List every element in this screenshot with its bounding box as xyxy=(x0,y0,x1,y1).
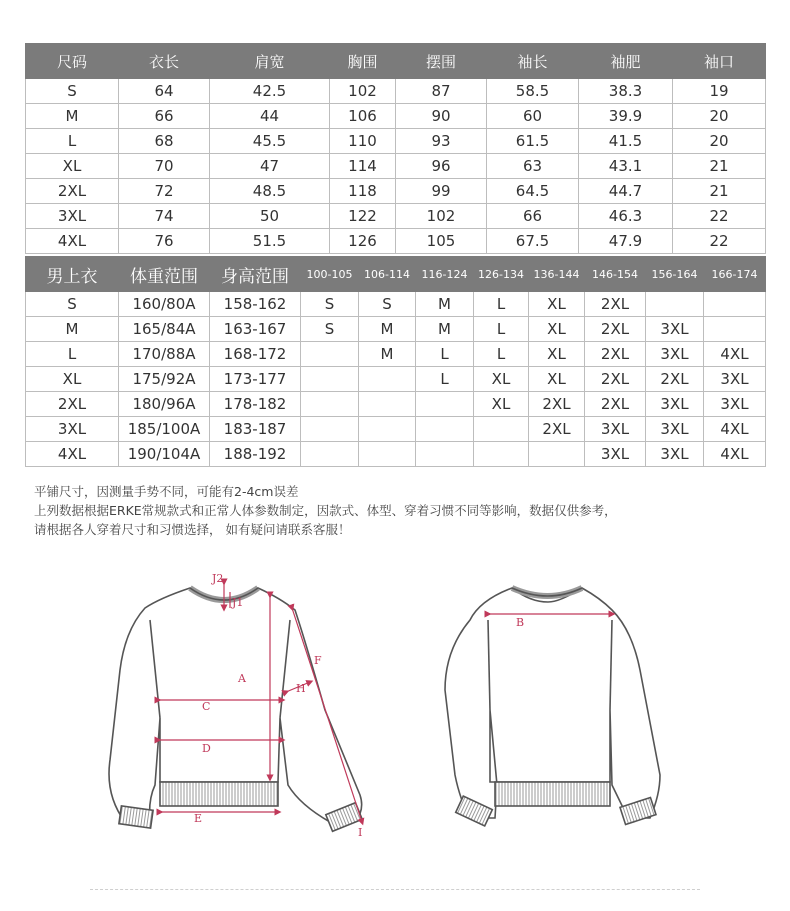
table-cell: 188-192 xyxy=(210,442,301,467)
table-cell: 175/92A xyxy=(119,367,210,392)
table-cell: 2XL xyxy=(646,367,704,392)
table-cell: L xyxy=(26,129,119,154)
label-c: C xyxy=(202,700,211,713)
size-row xyxy=(26,204,766,229)
table-cell: 66 xyxy=(487,204,579,229)
size-chart-table xyxy=(25,43,766,254)
fit-row xyxy=(26,417,766,442)
table-cell: 44.7 xyxy=(579,179,673,204)
table-cell: XL xyxy=(26,367,119,392)
table-cell: S xyxy=(359,292,416,317)
table-cell: L xyxy=(26,342,119,367)
table-cell: 21 xyxy=(673,154,766,179)
table-cell: 51.5 xyxy=(210,229,330,254)
table-cell: 39.9 xyxy=(579,104,673,129)
divider xyxy=(90,889,700,890)
table-cell: L xyxy=(416,342,474,367)
table-cell: 2XL xyxy=(529,392,585,417)
table-cell xyxy=(416,417,474,442)
label-b: B xyxy=(516,616,525,629)
table-cell: 2XL xyxy=(585,392,646,417)
size-notes xyxy=(34,482,617,539)
header-weight-166-174: 166-174 xyxy=(704,257,766,292)
table-cell: 170/88A xyxy=(119,342,210,367)
table-cell: 165/84A xyxy=(119,317,210,342)
table-cell: 63 xyxy=(487,154,579,179)
table-cell: 3XL xyxy=(585,442,646,467)
table-cell: XL xyxy=(529,342,585,367)
table-cell: 180/96A xyxy=(119,392,210,417)
table-cell: 110 xyxy=(330,129,396,154)
table-cell xyxy=(359,367,416,392)
table-cell: 178-182 xyxy=(210,392,301,417)
header-shoulder: 肩宽 xyxy=(210,44,330,79)
fit-row xyxy=(26,392,766,417)
table-cell: 2XL xyxy=(585,292,646,317)
table-cell: 74 xyxy=(119,204,210,229)
table-cell: 4XL xyxy=(26,229,119,254)
table-cell: 122 xyxy=(330,204,396,229)
header-weight-156-164: 156-164 xyxy=(646,257,704,292)
table-cell: L xyxy=(474,342,529,367)
table-cell: M xyxy=(359,342,416,367)
fit-table-header xyxy=(26,257,766,292)
table-cell: 2XL xyxy=(26,392,119,417)
header-weight-range: 体重范围 xyxy=(119,257,210,292)
note-line-1: 平铺尺寸，因测量手势不同，可能有2-4cm误差 xyxy=(34,484,299,499)
table-cell: 102 xyxy=(330,79,396,104)
front-sweater-icon xyxy=(109,588,362,831)
table-cell: 43.1 xyxy=(579,154,673,179)
table-cell: XL xyxy=(26,154,119,179)
note-line-2: 上列数据根据ERKE常规款式和正常人体参数制定，因款式、体型、穿着习惯不同等影响，数据仅供参考， xyxy=(34,503,617,518)
table-cell: 2XL xyxy=(585,367,646,392)
table-cell xyxy=(474,417,529,442)
table-cell: M xyxy=(416,292,474,317)
table-cell xyxy=(416,442,474,467)
table-cell: 163-167 xyxy=(210,317,301,342)
table-cell xyxy=(704,292,766,317)
table-cell: 20 xyxy=(673,104,766,129)
label-a: A xyxy=(238,672,246,685)
table-cell: M xyxy=(359,317,416,342)
table-cell: M xyxy=(416,317,474,342)
table-cell: 93 xyxy=(396,129,487,154)
table-cell xyxy=(704,317,766,342)
table-cell: 64.5 xyxy=(487,179,579,204)
fit-row xyxy=(26,367,766,392)
table-cell: 4XL xyxy=(704,417,766,442)
table-cell: 76 xyxy=(119,229,210,254)
table-cell: 3XL xyxy=(646,417,704,442)
table-cell: 2XL xyxy=(585,342,646,367)
header-weight-116-124: 116-124 xyxy=(416,257,474,292)
table-cell: L xyxy=(474,317,529,342)
back-sweater-icon xyxy=(445,588,660,826)
table-cell xyxy=(359,442,416,467)
table-cell: 126 xyxy=(330,229,396,254)
table-cell: 99 xyxy=(396,179,487,204)
table-cell: 41.5 xyxy=(579,129,673,154)
measurement-diagram xyxy=(0,560,790,850)
label-j2: J2 xyxy=(212,572,224,585)
header-sleeve-length: 袖长 xyxy=(487,44,579,79)
size-row xyxy=(26,179,766,204)
table-cell: 3XL xyxy=(26,204,119,229)
table-cell xyxy=(301,367,359,392)
table-cell xyxy=(301,392,359,417)
table-cell: 173-177 xyxy=(210,367,301,392)
fit-row xyxy=(26,442,766,467)
header-length: 衣长 xyxy=(119,44,210,79)
header-cuff: 袖口 xyxy=(673,44,766,79)
table-cell: 44 xyxy=(210,104,330,129)
table-cell: XL xyxy=(474,392,529,417)
header-weight-146-154: 146-154 xyxy=(585,257,646,292)
table-cell: S xyxy=(26,79,119,104)
table-cell xyxy=(301,417,359,442)
table-cell: 114 xyxy=(330,154,396,179)
table-cell xyxy=(359,417,416,442)
table-cell: XL xyxy=(529,292,585,317)
table-cell: 4XL xyxy=(26,442,119,467)
header-weight-106-114: 106-114 xyxy=(359,257,416,292)
table-cell: S xyxy=(301,292,359,317)
table-cell: M xyxy=(26,104,119,129)
header-chest: 胸围 xyxy=(330,44,396,79)
fit-recommendation-table xyxy=(25,256,766,467)
table-cell: 3XL xyxy=(646,317,704,342)
table-cell: 66 xyxy=(119,104,210,129)
note-line-3: 请根据各人穿着尺寸和习惯选择， 如有疑问请联系客服！ xyxy=(34,522,351,537)
table-cell: 102 xyxy=(396,204,487,229)
size-row xyxy=(26,129,766,154)
table-cell: 46.3 xyxy=(579,204,673,229)
table-cell: 61.5 xyxy=(487,129,579,154)
table-cell xyxy=(416,392,474,417)
table-cell xyxy=(359,392,416,417)
table-cell: 22 xyxy=(673,229,766,254)
table-cell: 87 xyxy=(396,79,487,104)
table-cell: 38.3 xyxy=(579,79,673,104)
table-cell: 47 xyxy=(210,154,330,179)
table-cell: 60 xyxy=(487,104,579,129)
table-cell: XL xyxy=(529,367,585,392)
table-cell: 183-187 xyxy=(210,417,301,442)
table-cell: 42.5 xyxy=(210,79,330,104)
table-cell: 3XL xyxy=(646,342,704,367)
table-cell xyxy=(301,442,359,467)
table-cell: 2XL xyxy=(585,317,646,342)
table-cell: M xyxy=(26,317,119,342)
table-cell: 47.9 xyxy=(579,229,673,254)
table-cell: 3XL xyxy=(585,417,646,442)
label-f: F xyxy=(314,654,322,667)
size-row xyxy=(26,154,766,179)
header-hem: 摆围 xyxy=(396,44,487,79)
table-cell: 58.5 xyxy=(487,79,579,104)
table-cell: S xyxy=(26,292,119,317)
table-cell xyxy=(646,292,704,317)
table-cell: 96 xyxy=(396,154,487,179)
table-cell: 118 xyxy=(330,179,396,204)
label-j1: J1 xyxy=(232,596,244,609)
label-e: E xyxy=(194,812,203,825)
table-cell: 160/80A xyxy=(119,292,210,317)
table-cell: 190/104A xyxy=(119,442,210,467)
table-cell: 67.5 xyxy=(487,229,579,254)
label-i: I xyxy=(358,826,363,839)
header-weight-136-144: 136-144 xyxy=(529,257,585,292)
header-weight-100-105: 100-105 xyxy=(301,257,359,292)
table-cell: 22 xyxy=(673,204,766,229)
table-cell: XL xyxy=(474,367,529,392)
table-cell: 70 xyxy=(119,154,210,179)
table-cell xyxy=(474,442,529,467)
label-d: D xyxy=(202,742,211,755)
table-cell: 45.5 xyxy=(210,129,330,154)
header-mens-top: 男上衣 xyxy=(26,257,119,292)
header-weight-126-134: 126-134 xyxy=(474,257,529,292)
size-row xyxy=(26,104,766,129)
table-cell: 68 xyxy=(119,129,210,154)
table-cell: 185/100A xyxy=(119,417,210,442)
table-cell: 4XL xyxy=(704,442,766,467)
table-cell: 90 xyxy=(396,104,487,129)
table-cell: 106 xyxy=(330,104,396,129)
table-cell: 19 xyxy=(673,79,766,104)
table-cell: 158-162 xyxy=(210,292,301,317)
table-cell: 3XL xyxy=(704,367,766,392)
fit-row xyxy=(26,342,766,367)
table-cell: 64 xyxy=(119,79,210,104)
header-height-range: 身高范围 xyxy=(210,257,301,292)
table-cell: XL xyxy=(529,317,585,342)
table-cell: 2XL xyxy=(529,417,585,442)
table-cell: 168-172 xyxy=(210,342,301,367)
table-cell: 50 xyxy=(210,204,330,229)
table-cell: 4XL xyxy=(704,342,766,367)
table-cell xyxy=(301,342,359,367)
table-cell xyxy=(529,442,585,467)
table-cell: 3XL xyxy=(646,442,704,467)
label-h: H xyxy=(296,682,306,695)
table-cell: 3XL xyxy=(26,417,119,442)
table-cell: 105 xyxy=(396,229,487,254)
fit-row xyxy=(26,292,766,317)
table-cell: L xyxy=(474,292,529,317)
table-cell: 20 xyxy=(673,129,766,154)
table-cell: S xyxy=(301,317,359,342)
size-row xyxy=(26,79,766,104)
table-cell: 72 xyxy=(119,179,210,204)
size-chart-header xyxy=(26,44,766,79)
header-size: 尺码 xyxy=(26,44,119,79)
header-sleeve-width: 袖肥 xyxy=(579,44,673,79)
fit-row xyxy=(26,317,766,342)
table-cell: 21 xyxy=(673,179,766,204)
table-cell: 3XL xyxy=(646,392,704,417)
table-cell: 2XL xyxy=(26,179,119,204)
table-cell: 48.5 xyxy=(210,179,330,204)
table-cell: L xyxy=(416,367,474,392)
table-cell: 3XL xyxy=(704,392,766,417)
size-row xyxy=(26,229,766,254)
